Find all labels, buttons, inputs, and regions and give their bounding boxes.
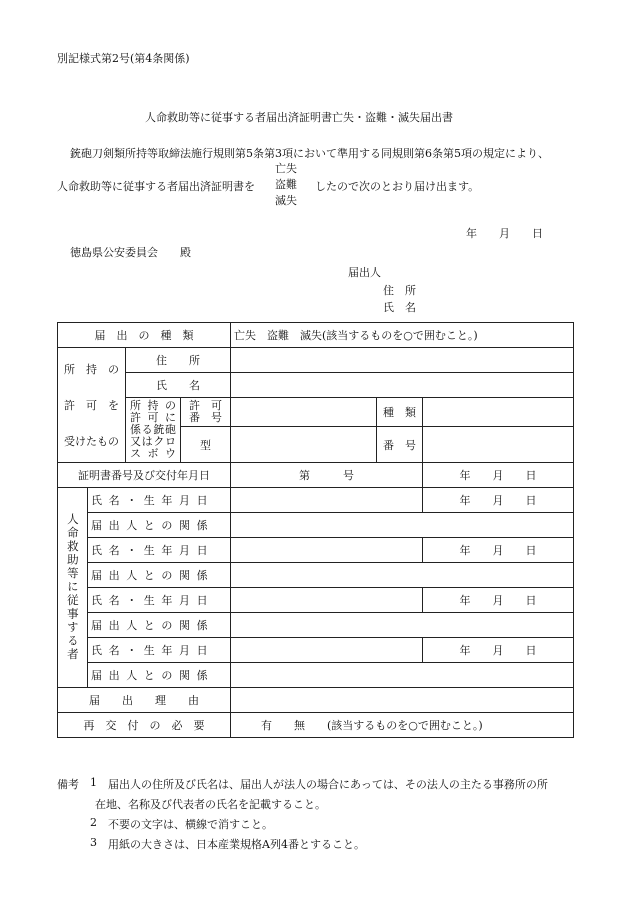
certificate-number: 第 号 [231,463,423,488]
note-3-text: 用紙の大きさは、日本産業規格A列4番とすること。 [108,838,365,851]
rescuer-3-name-label: 氏名・生年月日 [88,588,231,613]
submission-date: 年 月 日 [466,227,543,240]
note-3-number: 3 [90,836,97,849]
kind-field[interactable] [423,398,574,427]
rescuer-3-date: 年 月 日 [423,588,574,613]
applicant-label: 届出人 [348,266,381,279]
note-1-number: 1 [90,776,97,789]
report-type-label: 届 出 の 種 類 [58,323,231,348]
holder-name-label: 氏 名 [126,373,231,398]
model-field[interactable] [231,427,377,463]
holder-name-field[interactable] [231,373,574,398]
rescuer-3-relation-field[interactable] [231,613,574,638]
rescuer-4-name-label: 氏名・生年月日 [88,638,231,663]
intro-line-1: 銃砲刀剣類所持等取締法施行規則第5条第3項において準用する同規則第6条第5項の規定により、 [70,147,549,160]
reissue-label: 再 交 付 の 必 要 [58,713,231,738]
rescuer-2-name-field[interactable] [231,538,423,563]
rescuer-2-relation-label: 届出人との関係 [88,563,231,588]
model-label: 型 [181,427,231,463]
option-loss: 亡失 [275,162,297,175]
rescuer-2-date: 年 月 日 [423,538,574,563]
notes-label: 備考 [57,778,79,791]
reason-field[interactable] [231,688,574,713]
report-type-value: 亡失 盗難 滅失(該当するものを○で囲むこと。) [231,323,574,348]
note-2-number: 2 [90,816,97,829]
rescuer-3-name-field[interactable] [231,588,423,613]
applicant-name-label: 氏 名 [383,301,416,314]
rescuer-3-relation-label: 届出人との関係 [88,613,231,638]
rescuer-1-name-label: 氏名・生年月日 [88,488,231,513]
reason-label: 届 出 理 由 [58,688,231,713]
report-table [57,322,574,738]
holder-address-field[interactable] [231,348,574,373]
kind-label: 種 類 [377,398,423,427]
rescuer-4-date: 年 月 日 [423,638,574,663]
rescuer-1-name-field[interactable] [231,488,423,513]
applicant-address-label: 住 所 [383,284,416,297]
form-title: 人命救助等に従事する者届出済証明書亡失・盗難・滅失届出書 [145,111,453,124]
rescuer-4-name-field[interactable] [231,638,423,663]
rescuer-1-relation-label: 届出人との関係 [88,513,231,538]
rescuer-4-relation-label: 届出人との関係 [88,663,231,688]
weapon-label: 所持の 許可に 係る銃砲 又はクロ スボウ [126,398,181,463]
note-2-text: 不要の文字は、横線で消すこと。 [108,818,273,831]
intro-line-2-pre: 人命救助等に従事する者届出済証明書を [57,180,255,193]
permit-number-field[interactable] [231,398,377,427]
note-1-text: 届出人の住所及び氏名は、届出人が法人の場合にあっては、その法人の主たる事務所の所 [108,778,548,791]
rescuer-2-relation-field[interactable] [231,563,574,588]
intro-line-2-post: したので次のとおり届け出ます。 [315,180,480,193]
note-1-continuation: 在地、名称及び代表者の氏名を記載すること。 [95,798,326,811]
rescuer-4-relation-field[interactable] [231,663,574,688]
serial-field[interactable] [423,427,574,463]
certificate-date: 年 月 日 [423,463,574,488]
holder-group-label: 所 持 の 許 可 を 受けたもの [58,348,126,463]
reissue-value: 有 無 (該当するものを○で囲むこと。) [231,713,574,738]
rescuer-group-label: 人命救助等に従事する者 [58,488,88,688]
certificate-label: 証明書番号及び交付年月日 [58,463,231,488]
rescuer-1-date: 年 月 日 [423,488,574,513]
rescuer-2-name-label: 氏名・生年月日 [88,538,231,563]
serial-label: 番 号 [377,427,423,463]
option-destroyed: 滅失 [275,194,297,207]
option-theft: 盗難 [275,178,297,191]
holder-address-label: 住 所 [126,348,231,373]
form-number: 別記様式第2号(第4条関係) [57,52,190,65]
addressee: 徳島県公安委員会 殿 [70,246,191,259]
permit-number-label: 許 可 番 号 [181,398,231,427]
rescuer-1-relation-field[interactable] [231,513,574,538]
